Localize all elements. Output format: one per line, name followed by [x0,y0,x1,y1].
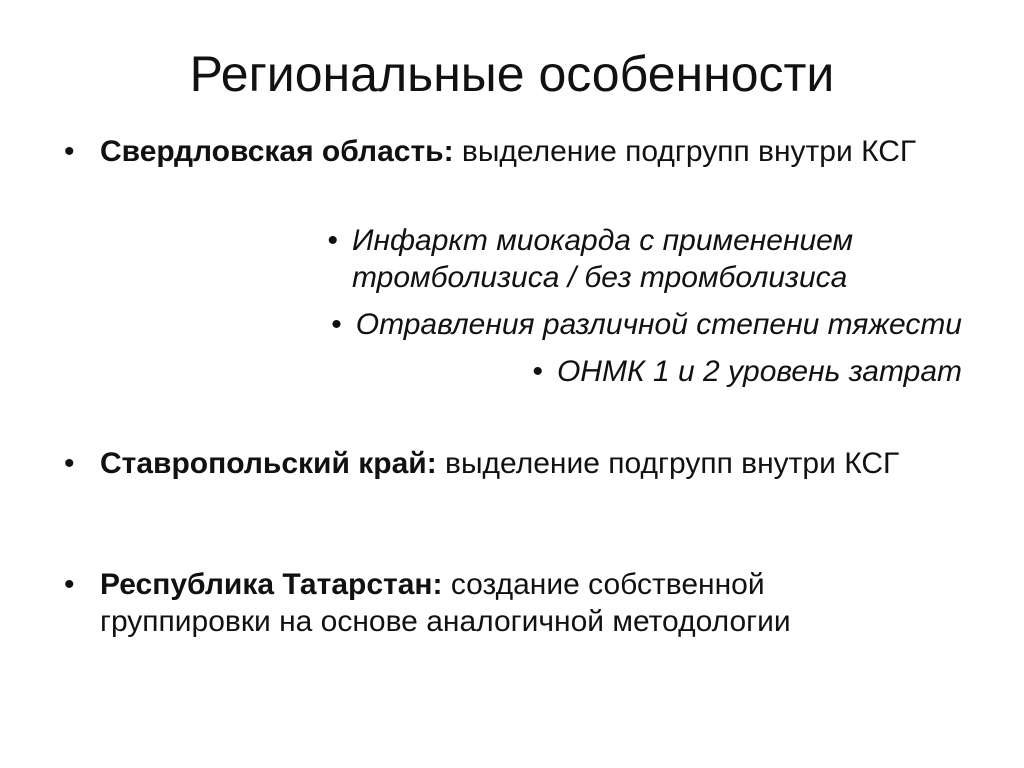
bullet-label: Ставропольский край: [100,447,437,480]
bullet-text: создание собственной группировки на основе аналогичной методологии [100,568,791,638]
bullet-text: выделение подгрупп внутри КСГ [436,447,900,480]
sub-bullet-text: ОНМК 1 и 2 уровень затрат [556,355,962,388]
sub-bullet-list [322,222,962,400]
sub-bullet-item [322,306,962,343]
sub-bullet-item [322,222,962,296]
bullet-text: выделение подгрупп внутри КСГ [453,135,917,168]
bullet-label: Республика Татарстан: [100,568,443,601]
bullet-item-sverdlovsk [64,133,964,170]
bullet-item-stavropol [64,445,924,482]
bullet-icon: • [64,568,75,601]
bullet-icon: • [331,308,342,341]
slide-title: Региональные особенности [189,46,835,102]
bullet-label: Свердловская область: [100,135,454,168]
sub-bullet-item [322,353,962,390]
sub-bullet-text: Инфаркт миокарда с применением тромболизиса / без тромболизиса [352,224,854,294]
sub-bullet-text: Отравления различной степени тяжести [355,308,962,341]
bullet-icon: • [327,224,338,257]
bullet-icon: • [532,355,543,388]
bullet-icon: • [64,135,75,168]
bullet-icon: • [64,447,75,480]
bullet-item-tatarstan [64,566,924,640]
